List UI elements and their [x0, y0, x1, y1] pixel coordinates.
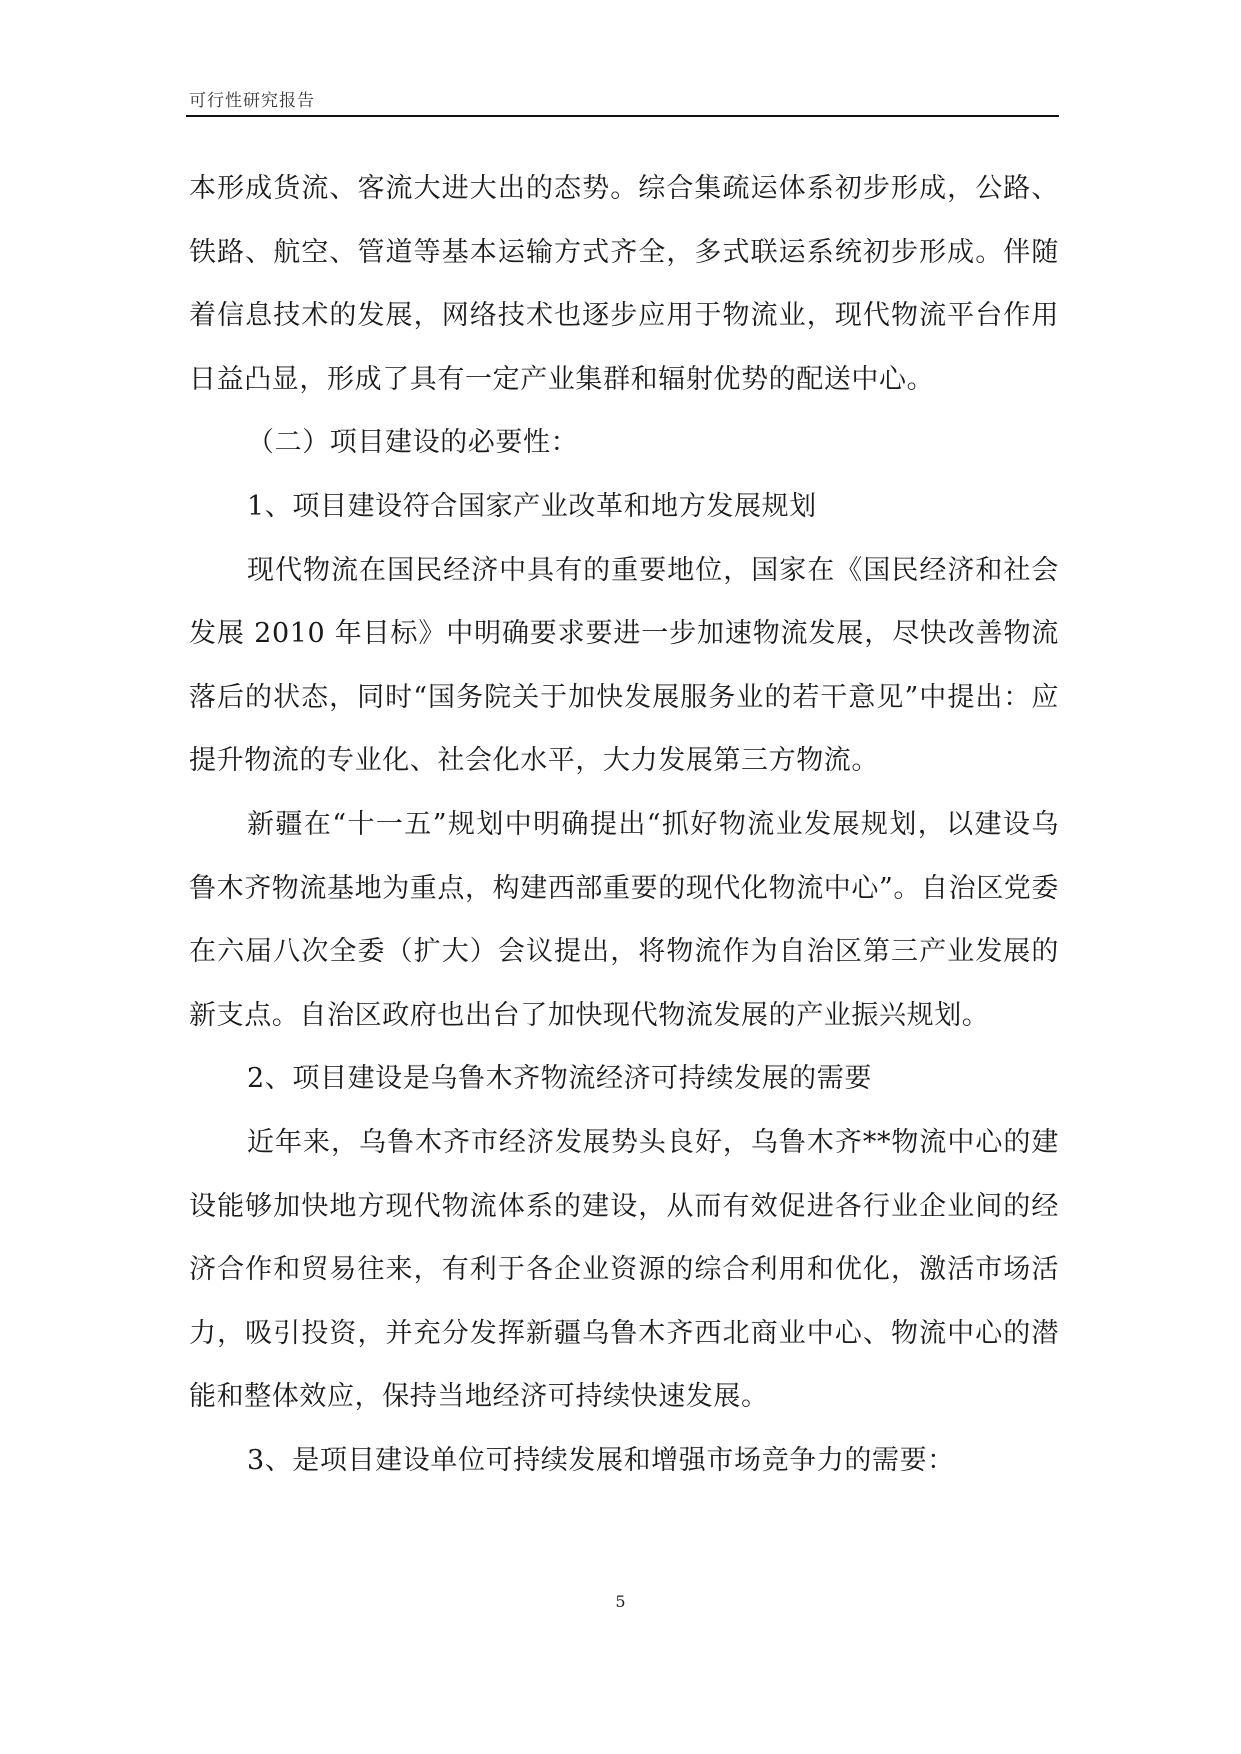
paragraph: 新疆在“十一五”规划中明确提出“抓好物流业发展规划，以建设乌鲁木齐物流基地为重点，构建西部重要的现代化物流中心”。自治区党委在六届八次全委（扩大）会议提出，将物流作为自治区第三产业发展的新支点。自治区政府也出台了加快现代物流发展的产业振兴规划。 — [189, 808, 1060, 1031]
running-header: 可行性研究报告 — [189, 91, 315, 111]
header-rule — [186, 115, 1059, 117]
body-text — [189, 157, 1059, 1492]
paragraph: 现代物流在国民经济中具有的重要地位，国家在《国民经济和社会发展 2010 年目标》中明确要求要进一步加速物流发展，尽快改善物流落后的状态，同时“国务院关于加快发展服务业的若干意见”中提出：应提升物流的专业化、社会化水平，大力发展第三方物流。 — [189, 554, 1059, 777]
section-heading-necessity: （二）项目建设的必要性： — [247, 427, 579, 459]
subheading-1: 1、项目建设符合国家产业改革和地方发展规划 — [247, 490, 817, 522]
subheading-3: 3、是项目建设单位可持续发展和增强市场竞争力的需要： — [247, 1444, 955, 1476]
subheading-2: 2、项目建设是乌鲁木齐物流经济可持续发展的需要 — [247, 1063, 872, 1095]
paragraph-continuation: 本形成货流、客流大进大出的态势。综合集疏运体系初步形成，公路、铁路、航空、管道等基本运输方式齐全，多式联运系统初步形成。伴随着信息技术的发展，网络技术也逐步应用于物流业，现代物流平台作用日益凸显，形成了具有一定产业集群和辐射优势的配送中心。 — [189, 173, 1059, 395]
paragraph: 近年来，乌鲁木齐市经济发展势头良好，乌鲁木齐**物流中心的建设能够加快地方现代物流体系的建设，从而有效促进各行业企业间的经济合作和贸易往来，有利于各企业资源的综合利用和优化，激活市场活力，吸引投资，并充分发挥新疆乌鲁木齐西北商业中心、物流中心的潜能和整体效应，保持当地经济可持续快速发展。 — [189, 1126, 1059, 1413]
page-number: 5 — [615, 1592, 626, 1611]
